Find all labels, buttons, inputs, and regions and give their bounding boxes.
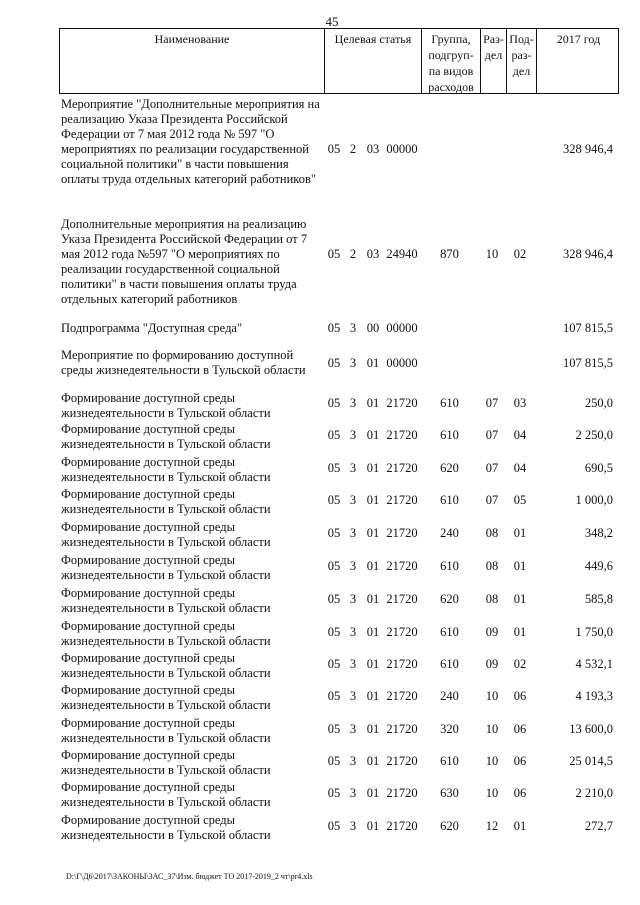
cell-group: 620 <box>440 592 459 606</box>
cell-amount: 585,8 <box>584 592 613 606</box>
row-name: Подпрограмма "Доступная среда" <box>61 321 243 335</box>
cell-section: 07 <box>485 493 499 507</box>
cell-direction: 21720 <box>386 428 418 442</box>
cell-event: 01 <box>366 786 380 800</box>
cell-subsection: 01 <box>513 526 527 540</box>
cell-program: 05 <box>327 722 341 736</box>
cell-section: 09 <box>485 625 499 639</box>
row-name: Формирование доступной среды жизнедеятельности в Тульской области <box>61 748 271 777</box>
cell-direction: 21720 <box>386 526 418 540</box>
cell-subprogram: 3 <box>349 786 357 800</box>
cell-program: 05 <box>327 786 341 800</box>
table-header <box>59 28 619 94</box>
cell-event: 01 <box>366 689 380 703</box>
cell-event: 03 <box>366 247 380 261</box>
cell-event: 01 <box>366 356 380 370</box>
cell-group: 610 <box>440 428 459 442</box>
cell-subprogram: 3 <box>349 689 357 703</box>
cell-event: 01 <box>366 625 380 639</box>
cell-amount: 348,2 <box>584 526 613 540</box>
cell-event: 00 <box>366 321 380 335</box>
header-year: 2017 год <box>536 29 620 93</box>
cell-section: 12 <box>485 819 499 833</box>
cell-program: 05 <box>327 142 341 156</box>
cell-subsection: 01 <box>513 819 527 833</box>
cell-program: 05 <box>327 754 341 768</box>
cell-subprogram: 3 <box>349 819 357 833</box>
row-name: Формирование доступной среды жизнедеятельности в Тульской области <box>61 619 271 648</box>
cell-program: 05 <box>327 356 341 370</box>
cell-amount: 250,0 <box>584 396 613 410</box>
cell-section: 08 <box>485 592 499 606</box>
cell-event: 01 <box>366 819 380 833</box>
cell-subsection: 04 <box>513 428 527 442</box>
cell-direction: 24940 <box>386 247 418 261</box>
cell-direction: 21720 <box>386 592 418 606</box>
page-number: 45 <box>325 14 339 29</box>
cell-group: 610 <box>440 493 459 507</box>
cell-subprogram: 3 <box>349 592 357 606</box>
cell-direction: 21720 <box>386 461 418 475</box>
cell-amount: 107 815,5 <box>563 356 613 370</box>
header-group: Группа, подгруп- па видов расходов <box>421 29 480 93</box>
cell-group: 610 <box>440 625 459 639</box>
cell-subprogram: 3 <box>349 321 357 335</box>
cell-subsection: 01 <box>513 559 527 573</box>
cell-direction: 21720 <box>386 493 418 507</box>
cell-event: 01 <box>366 428 380 442</box>
cell-subprogram: 3 <box>349 559 357 573</box>
footer-path: D:\Г\Д6\2017\ЗАКОНЫ\ЗАС_37\Изм. бюджет ТО 2017-2019_2 чт\pr4.xls <box>66 872 313 881</box>
cell-program: 05 <box>327 428 341 442</box>
cell-program: 05 <box>327 819 341 833</box>
cell-group: 240 <box>440 689 459 703</box>
cell-amount: 2 210,0 <box>575 786 613 800</box>
cell-amount: 4 532,1 <box>575 657 613 671</box>
cell-direction: 21720 <box>386 396 418 410</box>
cell-section: 09 <box>485 657 499 671</box>
cell-direction: 00000 <box>386 356 418 370</box>
cell-subsection: 06 <box>513 786 527 800</box>
row-name: Формирование доступной среды жизнедеятельности в Тульской области <box>61 780 271 809</box>
cell-amount: 1 000,0 <box>575 493 613 507</box>
cell-program: 05 <box>327 396 341 410</box>
cell-subprogram: 3 <box>349 396 357 410</box>
header-target: Целевая статья <box>324 29 421 93</box>
cell-subprogram: 3 <box>349 493 357 507</box>
cell-direction: 21720 <box>386 689 418 703</box>
cell-subsection: 03 <box>513 396 527 410</box>
cell-subsection: 02 <box>513 247 527 261</box>
cell-subprogram: 2 <box>349 142 357 156</box>
cell-direction: 21720 <box>386 625 418 639</box>
cell-amount: 328 946,4 <box>563 247 613 261</box>
cell-section: 07 <box>485 396 499 410</box>
row-name: Дополнительные мероприятия на реализацию Указа Президента Российской Федерации от 7 мая 2012 года №597 "О мероприятиях по реализации государственной социальной политики" в части повышения оплаты труда отдельных категорий работников <box>61 217 308 306</box>
cell-group: 610 <box>440 754 459 768</box>
row-name: Формирование доступной среды жизнедеятельности в Тульской области <box>61 813 271 842</box>
cell-program: 05 <box>327 526 341 540</box>
cell-program: 05 <box>327 559 341 573</box>
header-name: Наименование <box>154 32 230 46</box>
cell-section: 08 <box>485 559 499 573</box>
cell-direction: 00000 <box>386 142 418 156</box>
cell-group: 870 <box>440 247 459 261</box>
row-name: Формирование доступной среды жизнедеятельности в Тульской области <box>61 455 271 484</box>
cell-direction: 21720 <box>386 722 418 736</box>
cell-subprogram: 3 <box>349 625 357 639</box>
cell-section: 07 <box>485 428 499 442</box>
cell-direction: 00000 <box>386 321 418 335</box>
cell-subsection: 01 <box>513 625 527 639</box>
cell-direction: 21720 <box>386 559 418 573</box>
row-name: Формирование доступной среды жизнедеятельности в Тульской области <box>61 487 271 516</box>
row-name: Формирование доступной среды жизнедеятельности в Тульской области <box>61 586 271 615</box>
cell-direction: 21720 <box>386 657 418 671</box>
cell-section: 07 <box>485 461 499 475</box>
cell-event: 01 <box>366 559 380 573</box>
row-name: Мероприятие "Дополнительные мероприятия на реализацию Указа Президента Российской Федерации от 7 мая 2012 года № 597 "О мероприятиях по реализации государственной социальной политики" в части повышения оплаты труда отдельных категорий работников" <box>61 97 320 186</box>
cell-subsection: 05 <box>513 493 527 507</box>
cell-subsection: 06 <box>513 722 527 736</box>
row-name: Формирование доступной среды жизнедеятельности в Тульской области <box>61 520 271 549</box>
cell-subsection: 06 <box>513 689 527 703</box>
row-name: Формирование доступной среды жизнедеятельности в Тульской области <box>61 651 271 680</box>
cell-event: 01 <box>366 657 380 671</box>
cell-amount: 2 250,0 <box>575 428 613 442</box>
cell-direction: 21720 <box>386 819 418 833</box>
cell-event: 01 <box>366 592 380 606</box>
cell-subprogram: 3 <box>349 428 357 442</box>
cell-section: 10 <box>485 722 499 736</box>
cell-amount: 449,6 <box>584 559 613 573</box>
cell-subprogram: 3 <box>349 526 357 540</box>
cell-subsection: 01 <box>513 592 527 606</box>
cell-program: 05 <box>327 493 341 507</box>
cell-event: 01 <box>366 493 380 507</box>
cell-event: 01 <box>366 461 380 475</box>
cell-program: 05 <box>327 689 341 703</box>
cell-program: 05 <box>327 592 341 606</box>
cell-group: 610 <box>440 396 459 410</box>
cell-group: 610 <box>440 559 459 573</box>
cell-direction: 21720 <box>386 754 418 768</box>
cell-subprogram: 3 <box>349 461 357 475</box>
cell-subsection: 04 <box>513 461 527 475</box>
header-subsection: Под- раз- дел <box>506 29 536 93</box>
cell-group: 620 <box>440 819 459 833</box>
cell-subprogram: 2 <box>349 247 357 261</box>
cell-event: 01 <box>366 754 380 768</box>
cell-section: 10 <box>485 247 499 261</box>
row-name: Мероприятие по формированию доступной среды жизнедеятельности в Тульской области <box>61 348 306 377</box>
row-name: Формирование доступной среды жизнедеятельности в Тульской области <box>61 391 271 420</box>
cell-amount: 4 193,3 <box>575 689 613 703</box>
cell-group: 610 <box>440 657 459 671</box>
cell-section: 10 <box>485 786 499 800</box>
cell-program: 05 <box>327 461 341 475</box>
cell-group: 630 <box>440 786 459 800</box>
cell-amount: 690,5 <box>584 461 613 475</box>
cell-amount: 272,7 <box>584 819 613 833</box>
cell-program: 05 <box>327 625 341 639</box>
cell-subsection: 06 <box>513 754 527 768</box>
cell-program: 05 <box>327 247 341 261</box>
cell-amount: 25 014,5 <box>569 754 613 768</box>
cell-subprogram: 3 <box>349 356 357 370</box>
row-name: Формирование доступной среды жизнедеятельности в Тульской области <box>61 422 271 451</box>
cell-subprogram: 3 <box>349 754 357 768</box>
cell-group: 620 <box>440 461 459 475</box>
cell-event: 01 <box>366 526 380 540</box>
cell-group: 240 <box>440 526 459 540</box>
cell-section: 10 <box>485 754 499 768</box>
header-section: Раз- дел <box>480 29 506 93</box>
cell-section: 08 <box>485 526 499 540</box>
cell-amount: 1 750,0 <box>575 625 613 639</box>
cell-amount: 328 946,4 <box>563 142 613 156</box>
cell-event: 01 <box>366 722 380 736</box>
cell-program: 05 <box>327 321 341 335</box>
cell-subsection: 02 <box>513 657 527 671</box>
cell-program: 05 <box>327 657 341 671</box>
cell-amount: 13 600,0 <box>569 722 613 736</box>
cell-subprogram: 3 <box>349 657 357 671</box>
cell-event: 01 <box>366 396 380 410</box>
cell-subprogram: 3 <box>349 722 357 736</box>
cell-section: 10 <box>485 689 499 703</box>
row-name: Формирование доступной среды жизнедеятельности в Тульской области <box>61 553 271 582</box>
row-name: Формирование доступной среды жизнедеятельности в Тульской области <box>61 716 271 745</box>
cell-amount: 107 815,5 <box>563 321 613 335</box>
cell-event: 03 <box>366 142 380 156</box>
cell-direction: 21720 <box>386 786 418 800</box>
cell-group: 320 <box>440 722 459 736</box>
row-name: Формирование доступной среды жизнедеятельности в Тульской области <box>61 683 271 712</box>
